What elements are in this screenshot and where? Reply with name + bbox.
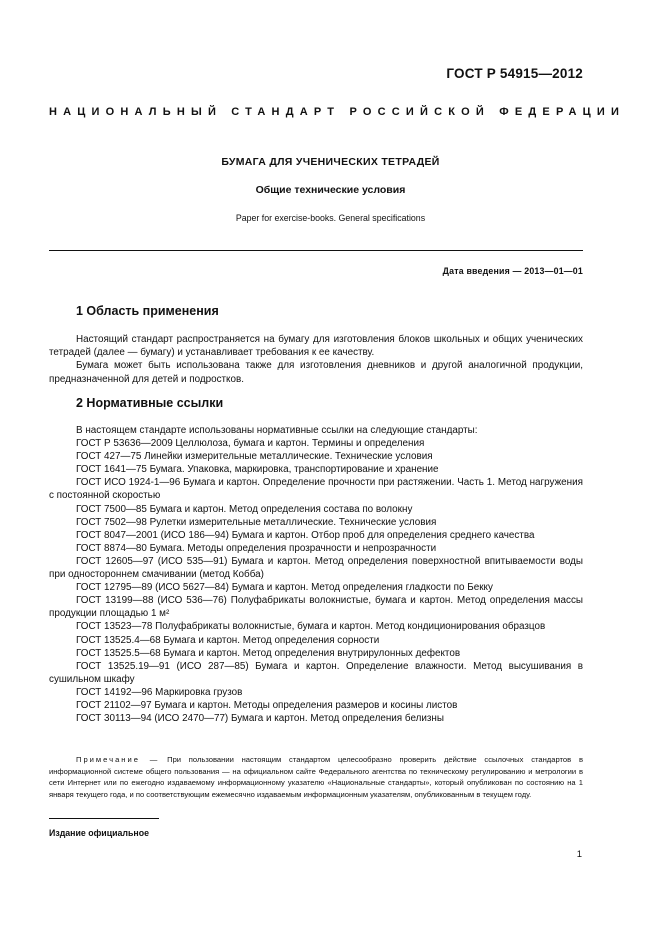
note-text: При пользовании настоящим стандартом целесообразно проверить действие ссылочных стандартов в информационной системе общего пользования — на официальном сайте Федерального агентства по техническому регулированию и метрологии в сети Интернет или по ежегодно издаваемому информационному указателю «Национальные стандарты», который опубликован по состоянию на 1 января текущего года, и по соответствующим ежемесячно издаваемым информационным указателям, опубликованным в текущем году. (49, 755, 583, 800)
official-edition-label: Издание официальное (49, 828, 149, 838)
standard-number: ГОСТ Р 54915—2012 (446, 66, 583, 81)
title-divider (49, 250, 583, 251)
references-note (49, 754, 583, 801)
section-1-paragraph: Настоящий стандарт распространяется на бумагу для изготовления блоков школьных и общих ученических тетрадей (далее — бумагу) и устанавливает требования к ее качеству. (49, 334, 583, 359)
reference-item: ГОСТ ИСО 1924-1—96 Бумага и картон. Определение прочности при растяжении. Часть 1. Метод нагружения с постоянной скоростью (49, 477, 583, 502)
footer-divider (49, 818, 159, 819)
reference-item: ГОСТ Р 53636—2009 Целлюлоза, бумага и картон. Термины и определения (76, 438, 425, 450)
section-2-heading: 2 Нормативные ссылки (76, 396, 224, 410)
reference-item: ГОСТ 427—75 Линейки измерительные металлические. Технические условия (76, 451, 433, 463)
reference-item: ГОСТ 13525.4—68 Бумага и картон. Метод определения сорности (76, 634, 380, 646)
references-intro: В настоящем стандарте использованы нормативные ссылки на следующие стандарты: (76, 425, 478, 436)
page-number: 1 (576, 849, 582, 860)
reference-item: ГОСТ 14192—96 Маркировка грузов (76, 686, 243, 698)
reference-item: ГОСТ 12795—89 (ИСО 5627—84) Бумага и картон. Метод определения гладкости по Бекку (76, 582, 493, 594)
reference-item: ГОСТ 13525.5—68 Бумага и картон. Метод определения внутрирулонных дефектов (76, 647, 461, 659)
reference-item: ГОСТ 13523—78 Полуфабрикаты волокнистые, бумага и картон. Метод кондиционирования образцов (76, 621, 546, 633)
reference-item: ГОСТ 1641—75 Бумага. Упаковка, маркировка, транспортирование и хранение (76, 464, 439, 476)
note-label: Примечание — (76, 755, 160, 764)
national-standard-banner: НАЦИОНАЛЬНЫЙ СТАНДАРТ РОССИЙСКОЙ ФЕДЕРАЦИИ (49, 106, 626, 118)
reference-item: ГОСТ 13199—88 (ИСО 536—76) Полуфабрикаты волокнистые, бумага и картон. Метод определения массы продукции площадью 1 м² (49, 595, 583, 620)
references-list (49, 424, 583, 725)
reference-item: ГОСТ 7500—85 Бумага и картон. Метод определения состава по волокну (76, 503, 413, 515)
document-english-title: Paper for exercise-books. General specifications (235, 213, 426, 223)
reference-item: ГОСТ 8874—80 Бумага. Методы определения прозрачности и непрозрачности (76, 542, 437, 554)
introduction-date: Дата введения — 2013—01—01 (442, 266, 583, 276)
reference-item: ГОСТ 8047—2001 (ИСО 186—94) Бумага и картон. Отбор проб для определения среднего качества (76, 529, 535, 541)
reference-item: ГОСТ 13525.19—91 (ИСО 287—85) Бумага и картон. Определение влажности. Метод высушивания в сушильном шкафу (49, 660, 583, 685)
section-1-paragraph: Бумага может быть использована также для изготовления дневников и другой аналогичной продукции, предназначенной для детей и подростков. (49, 360, 583, 385)
reference-item: ГОСТ 12605—97 (ИСО 535—91) Бумага и картон. Метод определения поверхностной впитываемости воды при одностороннем смачивании (метод Кобба) (49, 555, 583, 581)
document-subtitle: Общие технические условия (255, 184, 406, 196)
reference-item: ГОСТ 30113—94 (ИСО 2470—77) Бумага и картон. Метод определения белизны (76, 713, 444, 725)
document-title: БУМАГА ДЛЯ УЧЕНИЧЕСКИХ ТЕТРАДЕЙ (221, 156, 440, 168)
reference-item: ГОСТ 21102—97 Бумага и картон. Методы определения размеров и косины листов (76, 699, 458, 711)
reference-item: ГОСТ 7502—98 Рулетки измерительные металлические. Технические условия (76, 516, 437, 528)
section-1-heading: 1 Область применения (76, 304, 219, 318)
section-1-body (49, 333, 583, 386)
